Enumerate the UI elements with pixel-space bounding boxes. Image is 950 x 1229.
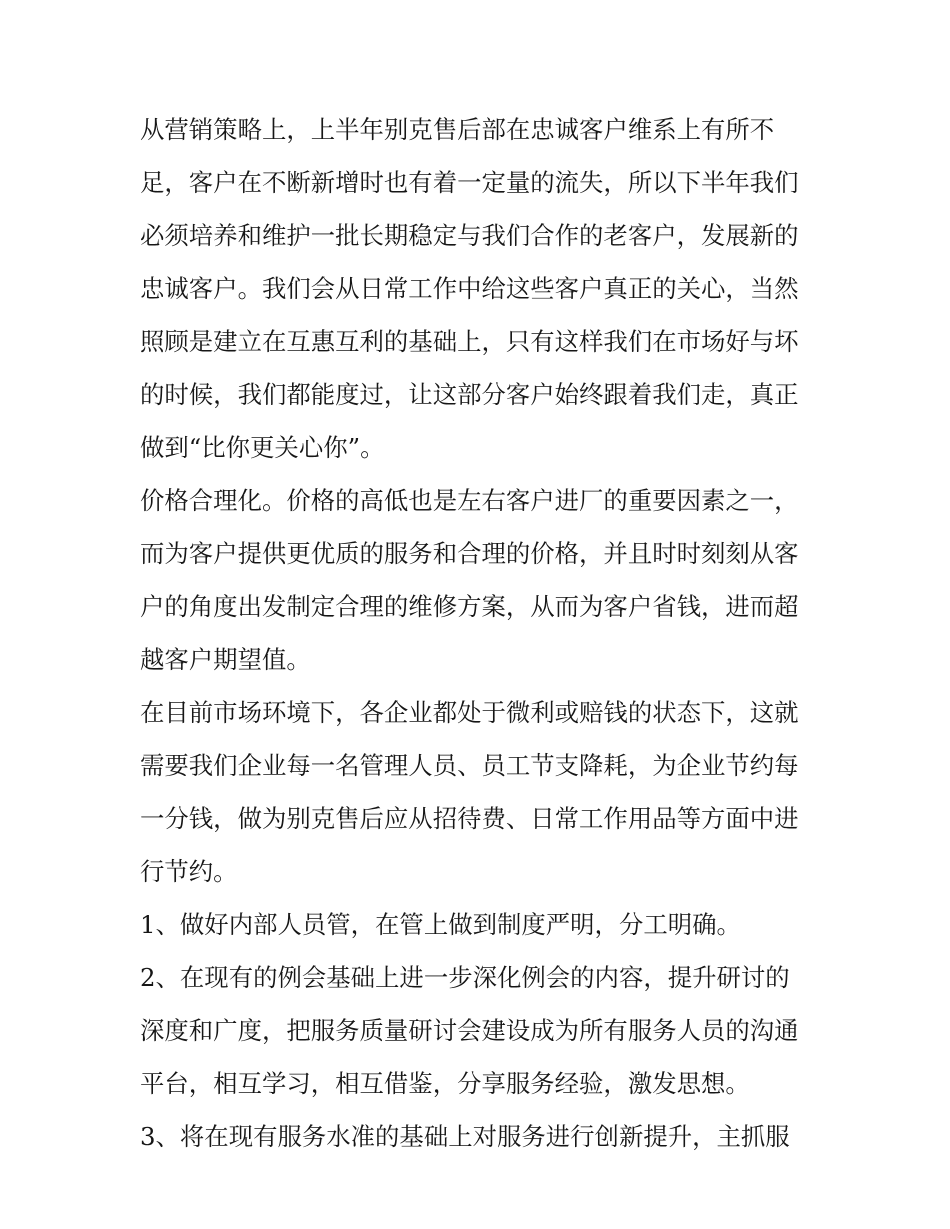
- text-line: 照顾是建立在互惠互利的基础上，只有这样我们在市场好与坏: [140, 327, 799, 356]
- text-line: 必须培养和维护一批长期稳定与我们合作的老客户，发展新的: [140, 221, 799, 250]
- text-line: 越客户期望值。: [140, 645, 311, 674]
- text-line: 1、做好内部人员管，在管上做到制度严明，分工明确。: [140, 910, 741, 939]
- text-line: 平台，相互学习，相互借鉴，分享服务经验，激发思想。: [140, 1069, 750, 1098]
- text-line: 3、将在现有服务水准的基础上对服务进行创新提升，主抓服: [140, 1122, 790, 1151]
- text-line: 2、在现有的例会基础上进一步深化例会的内容，提升研讨的: [140, 963, 790, 992]
- text-line: 深度和广度，把服务质量研讨会建设成为所有服务人员的沟通: [140, 1016, 799, 1045]
- text-line: 需要我们企业每一名管理人员、员工节支降耗，为企业节约每: [140, 751, 799, 780]
- text-line: 做到“比你更关心你”。: [140, 433, 385, 462]
- text-line: 户的角度出发制定合理的维修方案，从而为客户省钱，进而超: [140, 592, 799, 621]
- text-line: 而为客户提供更优质的服务和合理的价格，并且时时刻刻从客: [140, 539, 799, 568]
- text-line: 在目前市场环境下，各企业都处于微利或赔钱的状态下，这就: [140, 698, 799, 727]
- text-line: 从营销策略上，上半年别克售后部在忠诚客户维系上有所不: [140, 115, 775, 144]
- text-line: 价格合理化。价格的高低也是左右客户进厂的重要因素之一，: [140, 486, 799, 515]
- text-line: 的时候，我们都能度过，让这部分客户始终跟着我们走，真正: [140, 380, 799, 409]
- text-line: 行节约。: [140, 857, 238, 886]
- text-line: 忠诚客户。我们会从日常工作中给这些客户真正的关心，当然: [140, 274, 799, 303]
- text-line: 一分钱，做为别克售后应从招待费、日常工作用品等方面中进: [140, 804, 799, 833]
- text-line: 足，客户在不断新增时也有着一定量的流失，所以下半年我们: [140, 168, 799, 197]
